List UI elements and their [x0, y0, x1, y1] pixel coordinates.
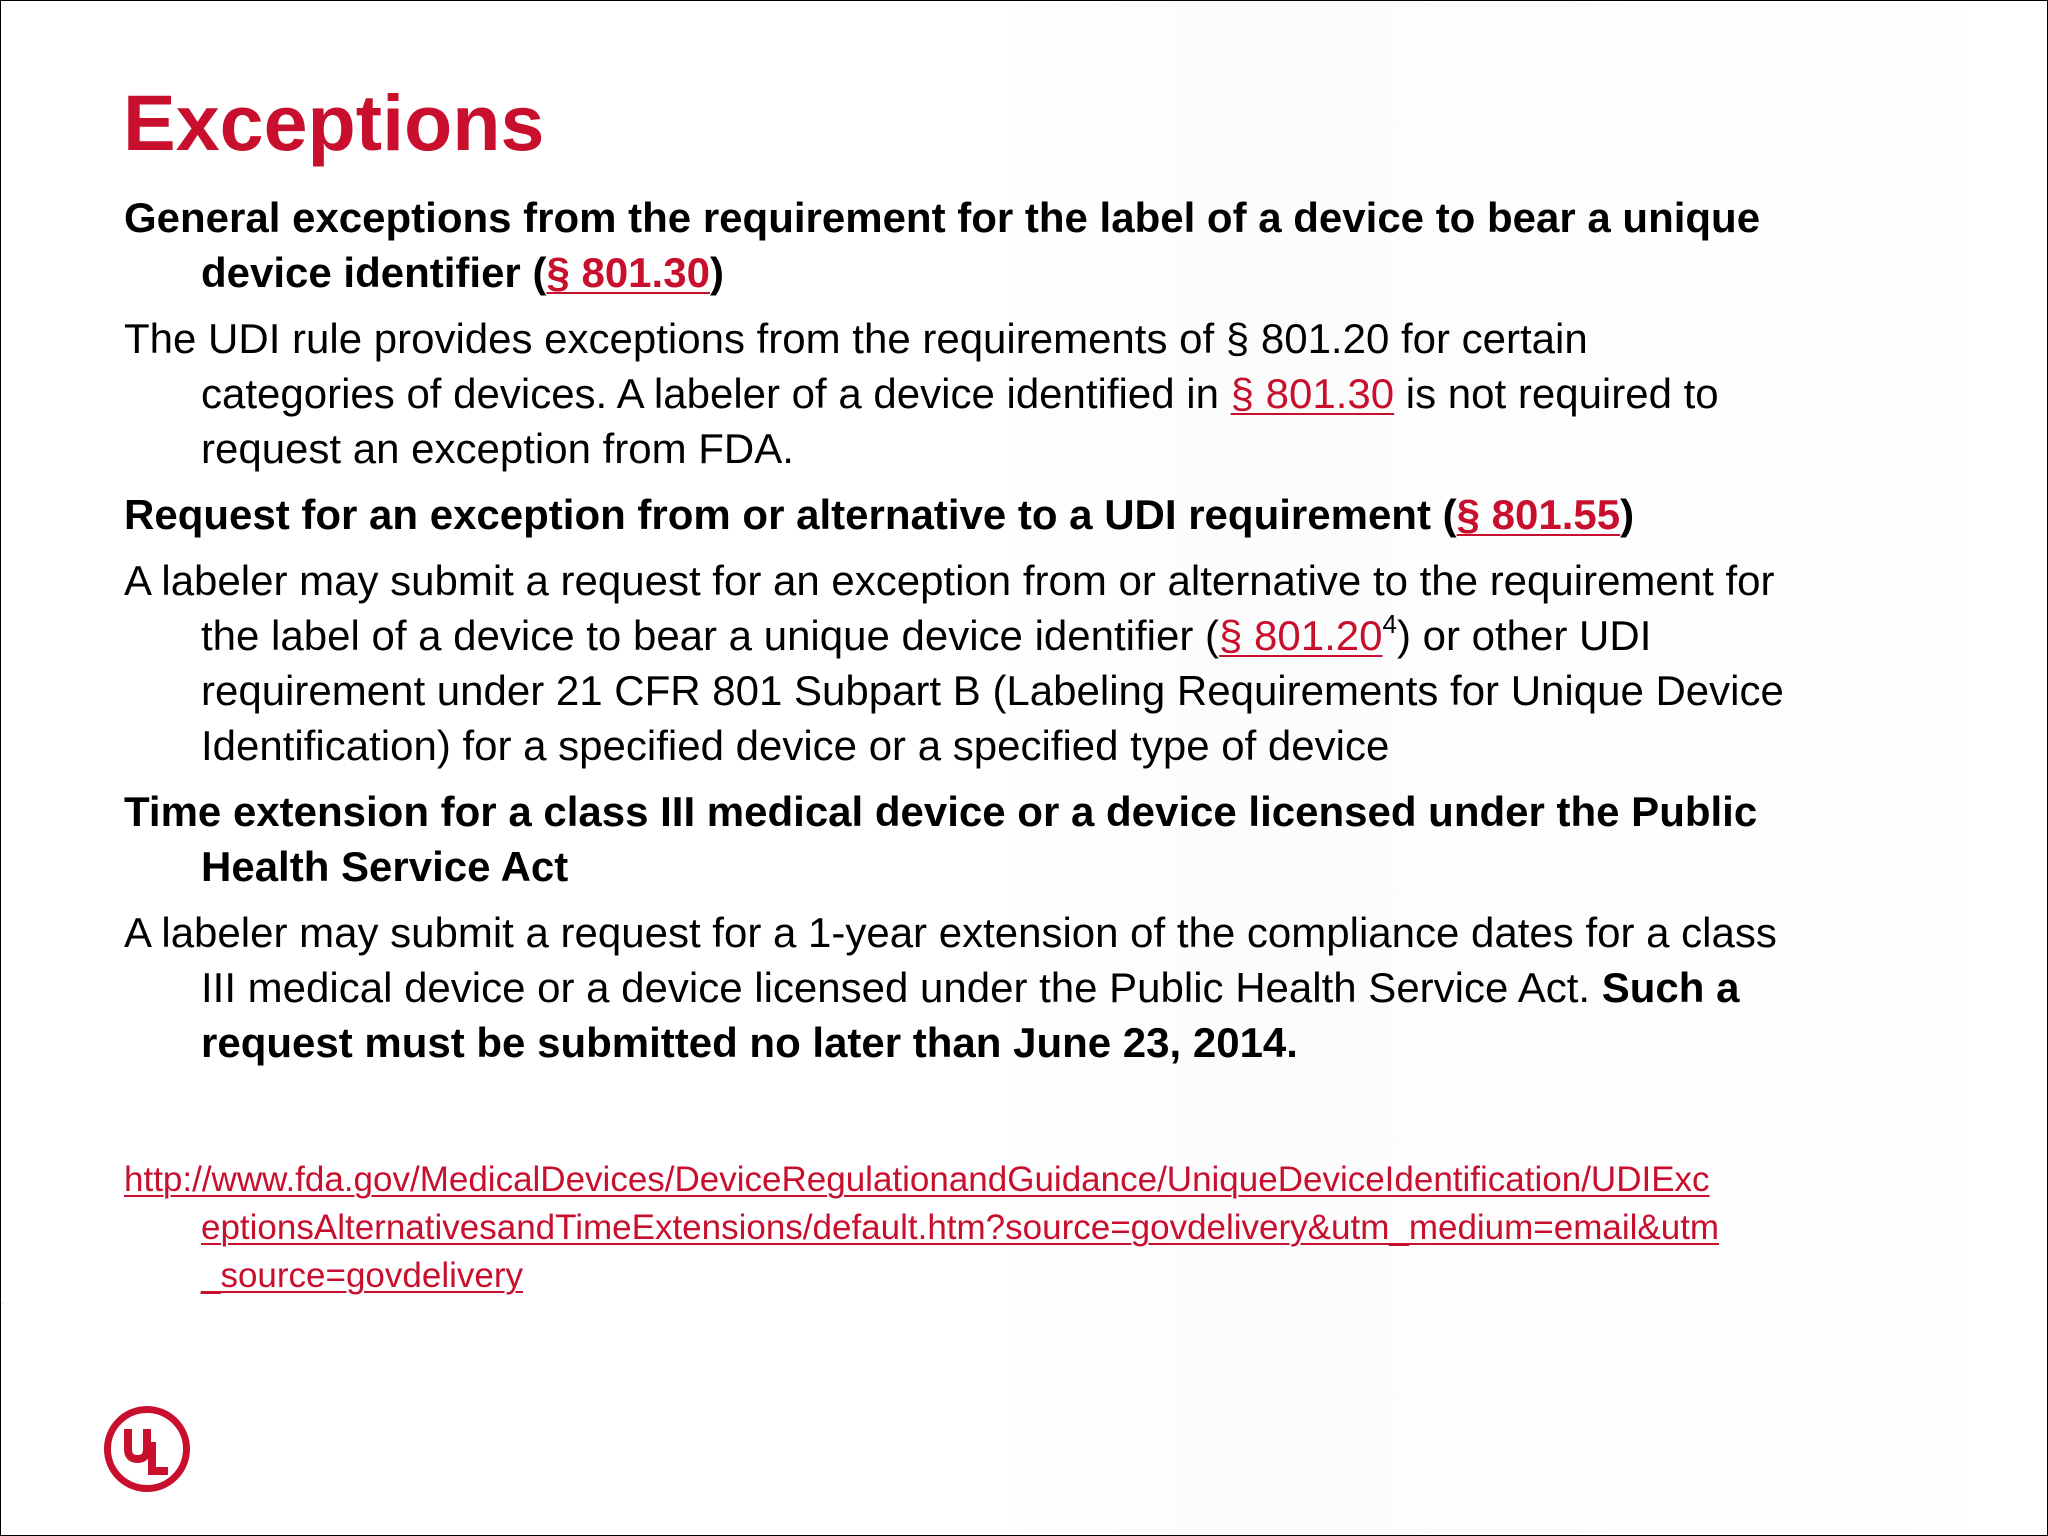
- section-3-body-line-2: III medical device or a device licensed under the Public Health Service Act.: [201, 964, 1602, 1011]
- slide-title: Exceptions: [123, 78, 545, 167]
- section-2-body-line-2-post: ) or other UDI: [1396, 612, 1652, 659]
- source-url-line-2: eptionsAlternativesandTimeExtensions/default.htm?source=govdelivery&utm_medium=email&utm: [201, 1208, 1720, 1247]
- ul-logo-text: UL: [2, 1304, 4, 1305]
- section-801-30-body-link[interactable]: § 801.30: [1230, 370, 1395, 417]
- section-1-body-line-1: The UDI rule provides exceptions from the requirements of § 801.20 for certain: [124, 315, 1588, 362]
- section-801-30-heading-link[interactable]: § 801.30: [546, 249, 710, 296]
- section-1-heading-line-2: device identifier (: [201, 249, 547, 296]
- slide-content: [124, 190, 1924, 1070]
- section-1-heading: [124, 190, 1924, 300]
- source-url-line-3: _source=govdelivery: [201, 1256, 523, 1295]
- section-1-heading-line-1: General exceptions from the requirement for the label of a device to bear a unique: [124, 194, 1761, 241]
- deadline-emphasis-1: Such a: [1601, 964, 1740, 1011]
- section-1-body-line-2: categories of devices. A labeler of a device identified in: [201, 370, 1231, 417]
- ul-logo: [2, 1304, 192, 1494]
- section-801-20-body-link[interactable]: § 801.20: [1219, 612, 1383, 659]
- section-1-body: [124, 311, 1924, 476]
- source-url-link[interactable]: [124, 1160, 1719, 1295]
- section-2-body-line-1: A labeler may submit a request for an exception from or alternative to the requirement for: [124, 557, 1775, 604]
- footnote-marker: 4: [1382, 609, 1397, 639]
- section-1-body-after-link: is not required to: [1394, 370, 1719, 417]
- section-2-heading-tail: ): [1620, 491, 1635, 538]
- deadline-emphasis-2: request must be submitted no later than June 23, 2014.: [201, 1019, 1298, 1066]
- section-1-body-last-line: request an exception from FDA.: [201, 425, 794, 472]
- section-3-heading-line-1: Time extension for a class III medical device or a device licensed under the Public: [124, 788, 1758, 835]
- section-2-heading-text: Request for an exception from or alternative to a UDI requirement (: [124, 491, 1457, 538]
- section-2-body: [124, 553, 1924, 773]
- section-801-55-heading-link[interactable]: § 801.55: [1456, 491, 1621, 538]
- source-url-line-1: http://www.fda.gov/MedicalDevices/DeviceRegulationandGuidance/UniqueDeviceIdentification/UDIExc: [124, 1160, 1710, 1199]
- section-3-heading: [124, 784, 1924, 894]
- section-3-body-line-1: A labeler may submit a request for a 1-year extension of the compliance dates for a class: [124, 909, 1777, 956]
- section-2-body-line-2-pre: the label of a device to bear a unique device identifier (: [201, 612, 1219, 659]
- section-2-body-line-3: requirement under 21 CFR 801 Subpart B (Labeling Requirements for Unique Device: [201, 667, 1784, 714]
- section-3-body: [124, 905, 1924, 1070]
- section-3-heading-line-2: Health Service Act: [201, 843, 569, 890]
- source-url: [124, 1156, 2001, 1300]
- section-1-heading-tail: ): [709, 249, 724, 296]
- section-2-heading: [124, 487, 1924, 542]
- section-2-body-line-4: Identification) for a specified device or a specified type of device: [201, 722, 1390, 769]
